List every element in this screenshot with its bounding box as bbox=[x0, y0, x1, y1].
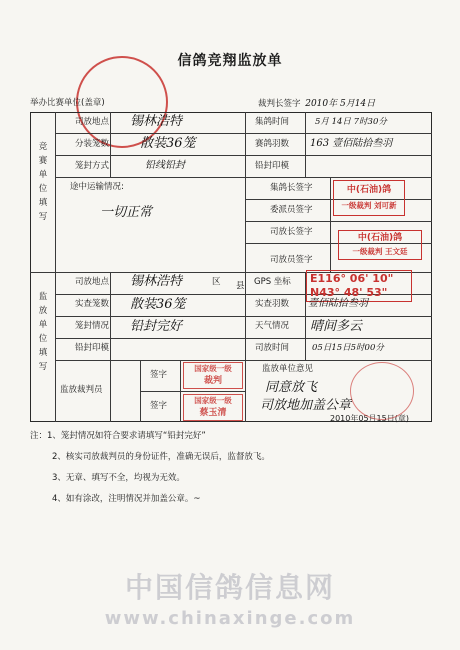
weather-value: 晴间多云 bbox=[310, 319, 363, 334]
releaser-label: 司放员签字 bbox=[270, 255, 313, 265]
referee-stamp-national-2 bbox=[183, 394, 243, 421]
watermark-site-name: 中国信鸽信息网 bbox=[124, 571, 335, 604]
note-1: 注：1、笼封情况如符合要求请填写“铅封完好” bbox=[30, 431, 206, 441]
seal-mark-label: 铅封印模 bbox=[255, 161, 290, 171]
release-chief-label: 司放长签字 bbox=[270, 227, 313, 237]
col-rule bbox=[180, 360, 181, 422]
crate-count-value: 散装36笼 bbox=[140, 136, 196, 151]
referee-stamp-liu-line1: 中(石油)鸽 bbox=[346, 185, 392, 195]
gps-longitude: E116° 06' 10" bbox=[310, 272, 394, 285]
signature-date: 2010年 5月14日 bbox=[305, 99, 376, 109]
row-rule bbox=[55, 338, 432, 339]
pigeon-count-label: 赛鸽羽数 bbox=[255, 139, 290, 149]
row-rule bbox=[140, 391, 245, 392]
note-2: 2、核实司放裁判员的身份证件，准确无误后，监督放飞。 bbox=[52, 452, 270, 462]
seal-status-value: 铅封完好 bbox=[130, 319, 183, 334]
seal-status-label: 笼封情况 bbox=[75, 321, 110, 331]
row-rule bbox=[55, 133, 432, 134]
transport-label: 途中运输情况: bbox=[70, 182, 124, 192]
gps-latitude: N43° 48' 53" bbox=[310, 286, 388, 299]
opinion-label: 监放单位意见 bbox=[262, 364, 314, 374]
row-rule bbox=[55, 316, 432, 317]
gather-time-value: 5月 14日 7时30分 bbox=[315, 117, 387, 127]
watermark-url: www.chinaxinge.com bbox=[104, 608, 356, 629]
weather-label: 天气情况 bbox=[255, 321, 290, 331]
notes-block bbox=[30, 426, 270, 510]
referee-stamp-liu-line2: 一级裁判 刘可新 bbox=[341, 201, 397, 210]
opinion-value-2: 司放地加盖公章 bbox=[260, 398, 352, 413]
referee-stamp-liu bbox=[333, 180, 405, 216]
referee-sign-label-1: 签字 bbox=[150, 370, 168, 380]
referee-stamp-national-1 bbox=[183, 362, 243, 389]
organizer-label: 举办比赛单位(盖章) bbox=[30, 98, 105, 108]
col-rule bbox=[140, 360, 141, 422]
col-rule bbox=[330, 177, 331, 272]
monitor-seal-mark-label: 铅封印模 bbox=[75, 343, 110, 353]
row-rule bbox=[55, 155, 432, 156]
row-rule bbox=[55, 177, 432, 178]
release-time-value: 05日15日5时00分 bbox=[312, 343, 384, 353]
col-rule bbox=[110, 360, 111, 422]
referee-signature-row bbox=[258, 96, 375, 109]
seal-method-label: 笼封方式 bbox=[75, 161, 110, 171]
committee-label: 委派员签字 bbox=[270, 205, 313, 215]
note-3: 3、无章、填写不全，均视为无效。 bbox=[52, 473, 185, 483]
release-site-seal bbox=[350, 362, 414, 420]
bottom-section-side-label: 监放单位填写 bbox=[38, 292, 48, 372]
check-crates-label: 实查笼数 bbox=[75, 299, 110, 309]
col-rule bbox=[55, 112, 56, 422]
release-time-label: 司放时间 bbox=[255, 343, 290, 353]
district-label: 区 bbox=[212, 277, 221, 287]
col-rule bbox=[245, 112, 246, 422]
row-rule bbox=[245, 221, 432, 222]
referee-stamp-wang bbox=[338, 230, 422, 260]
seal-method-value: 铅线铅封 bbox=[145, 160, 185, 171]
release-place-label: 司放地点 bbox=[75, 117, 110, 127]
referee-stamp-wang-line1: 中(石油)鸽 bbox=[357, 233, 403, 243]
release-place-value: 锡林浩特 bbox=[130, 114, 183, 129]
county-label: 县 bbox=[236, 281, 245, 291]
col-rule bbox=[110, 272, 111, 360]
monitor-release-place-value: 锡林浩特 bbox=[130, 274, 183, 289]
col-rule bbox=[305, 112, 306, 177]
transport-value: 一切正常 bbox=[100, 205, 153, 220]
referee-stamp-national-1-line2: 裁判 bbox=[203, 376, 222, 386]
check-pigeons-value: 壹佰陆拾叁羽 bbox=[308, 298, 368, 309]
opinion-date: 2010年05月15日(章) bbox=[330, 414, 409, 423]
check-crates-value: 散装36笼 bbox=[130, 297, 186, 312]
check-pigeons-label: 实查羽数 bbox=[255, 299, 290, 309]
row-rule bbox=[55, 360, 432, 361]
referee-stamp-national-2-line1: 国家级一级 bbox=[194, 396, 232, 405]
referee-chief-label: 裁判长签字 bbox=[258, 99, 301, 109]
referee-sign-label-2: 签字 bbox=[150, 401, 168, 411]
gps-label: GPS 坐标 bbox=[254, 277, 291, 287]
opinion-value-1: 同意放飞 bbox=[265, 380, 318, 395]
top-section-side-label: 竞赛单位填写 bbox=[38, 142, 48, 222]
referee-stamp-national-2-line2: 蔡玉清 bbox=[199, 408, 227, 418]
referee-stamp-national-1-line1: 国家级一级 bbox=[194, 364, 232, 373]
monitor-referee-label: 监放裁判员 bbox=[60, 385, 103, 395]
col-rule bbox=[110, 112, 111, 177]
gather-chief-label: 集鸽长签字 bbox=[270, 183, 313, 193]
referee-stamp-wang-line2: 一级裁判 王文廷 bbox=[352, 247, 408, 256]
gather-time-label: 集鸽时间 bbox=[255, 117, 290, 127]
monitor-release-place-label: 司放地点 bbox=[75, 277, 110, 287]
crate-count-label: 分装笼数 bbox=[75, 139, 110, 149]
form-title: 信鸽竞翔监放单 bbox=[177, 53, 283, 69]
note-4: 4、如有涂改，注明情况并加盖公章。~ bbox=[52, 494, 201, 504]
pigeon-count-value: 163 壹佰陆拾叁羽 bbox=[310, 138, 393, 149]
